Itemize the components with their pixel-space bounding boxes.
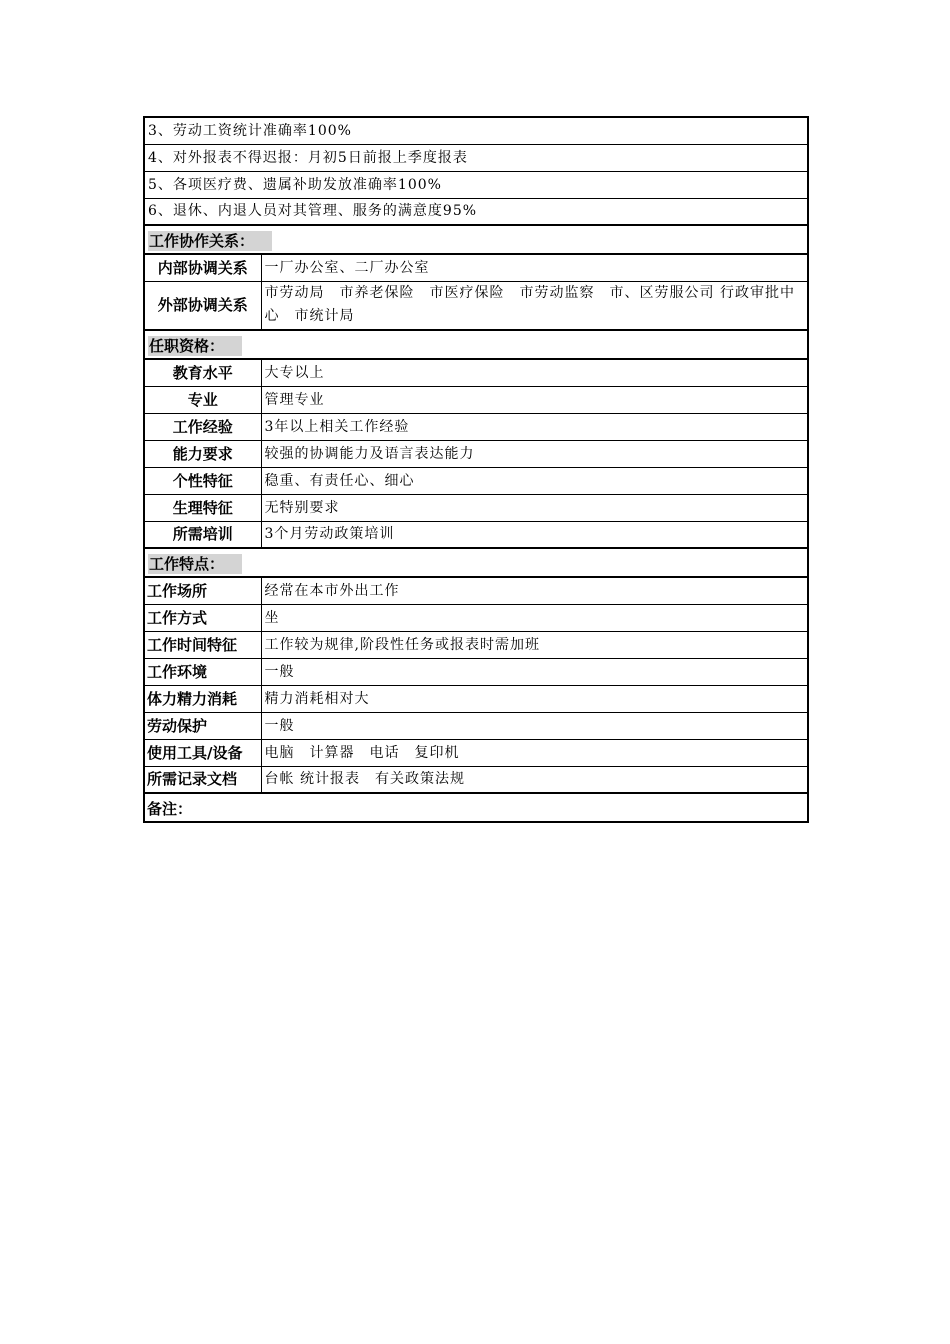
row-value: 无特别要求 [261,494,808,521]
table-row [144,739,808,766]
table-row [144,631,808,658]
row-value: 工作较为规律,阶段性任务或报表时需加班 [261,631,808,658]
section-title: 工作协作关系： [148,231,272,251]
row-value: 一般 [261,712,808,739]
table-row [144,494,808,521]
table-row [144,658,808,685]
row-label: 使用工具/设备 [144,739,261,766]
kpi-item [144,171,808,198]
row-label: 劳动保护 [144,712,261,739]
table-row [144,712,808,739]
row-value: 3个月劳动政策培训 [261,521,808,548]
row-label: 工作经验 [144,413,261,440]
row-label: 所需培训 [144,521,261,548]
row-value: 大专以上 [261,359,808,386]
row-value: 较强的协调能力及语言表达能力 [261,440,808,467]
kpi-item [144,198,808,225]
table-row [144,521,808,548]
row-label: 工作方式 [144,604,261,631]
table-row [144,386,808,413]
row-label: 个性特征 [144,467,261,494]
row-label: 外部协调关系 [144,281,261,330]
kpi-item [144,144,808,171]
job-description-table [143,116,809,823]
section-header-features [144,548,808,577]
table-row [144,766,808,793]
row-value: 管理专业 [261,386,808,413]
row-value: 经常在本市外出工作 [261,577,808,604]
table-row [144,281,808,330]
table-row [144,440,808,467]
kpi-item [144,117,808,144]
row-value: 3年以上相关工作经验 [261,413,808,440]
row-label: 工作场所 [144,577,261,604]
section-title: 任职资格： [148,336,242,356]
row-value: 一般 [261,658,808,685]
row-label: 专业 [144,386,261,413]
kpi-item-text: 5、各项医疗费、遗属补助发放准确率100% [144,171,808,198]
table-row [144,685,808,712]
row-value: 电脑 计算器 电话 复印机 [261,739,808,766]
row-label: 生理特征 [144,494,261,521]
kpi-item-text: 3、劳动工资统计准确率100% [144,117,808,144]
row-label: 体力精力消耗 [144,685,261,712]
table-row [144,467,808,494]
section-header-remarks [144,793,808,822]
section-title: 工作特点： [148,554,242,574]
section-header-qualifications [144,330,808,359]
row-label: 能力要求 [144,440,261,467]
row-value: 精力消耗相对大 [261,685,808,712]
kpi-item-text: 6、退休、内退人员对其管理、服务的满意度95% [144,198,808,225]
kpi-item-text: 4、对外报表不得迟报：月初5日前报上季度报表 [144,144,808,171]
row-label: 教育水平 [144,359,261,386]
row-label: 所需记录文档 [144,766,261,793]
table-row [144,413,808,440]
row-label: 工作环境 [144,658,261,685]
row-label: 内部协调关系 [144,254,261,281]
row-value: 台帐 统计报表 有关政策法规 [261,766,808,793]
row-label: 工作时间特征 [144,631,261,658]
section-header-cooperation [144,225,808,254]
section-title: 备注： [147,800,193,818]
row-value: 一厂办公室、二厂办公室 [261,254,808,281]
table-row [144,604,808,631]
table-row [144,577,808,604]
row-value: 坐 [261,604,808,631]
table-row [144,359,808,386]
row-value: 稳重、有责任心、细心 [261,467,808,494]
table-row [144,254,808,281]
row-value: 市劳动局 市养老保险 市医疗保险 市劳动监察 市、区劳服公司 行政审批中心 市统计局 [261,281,808,330]
